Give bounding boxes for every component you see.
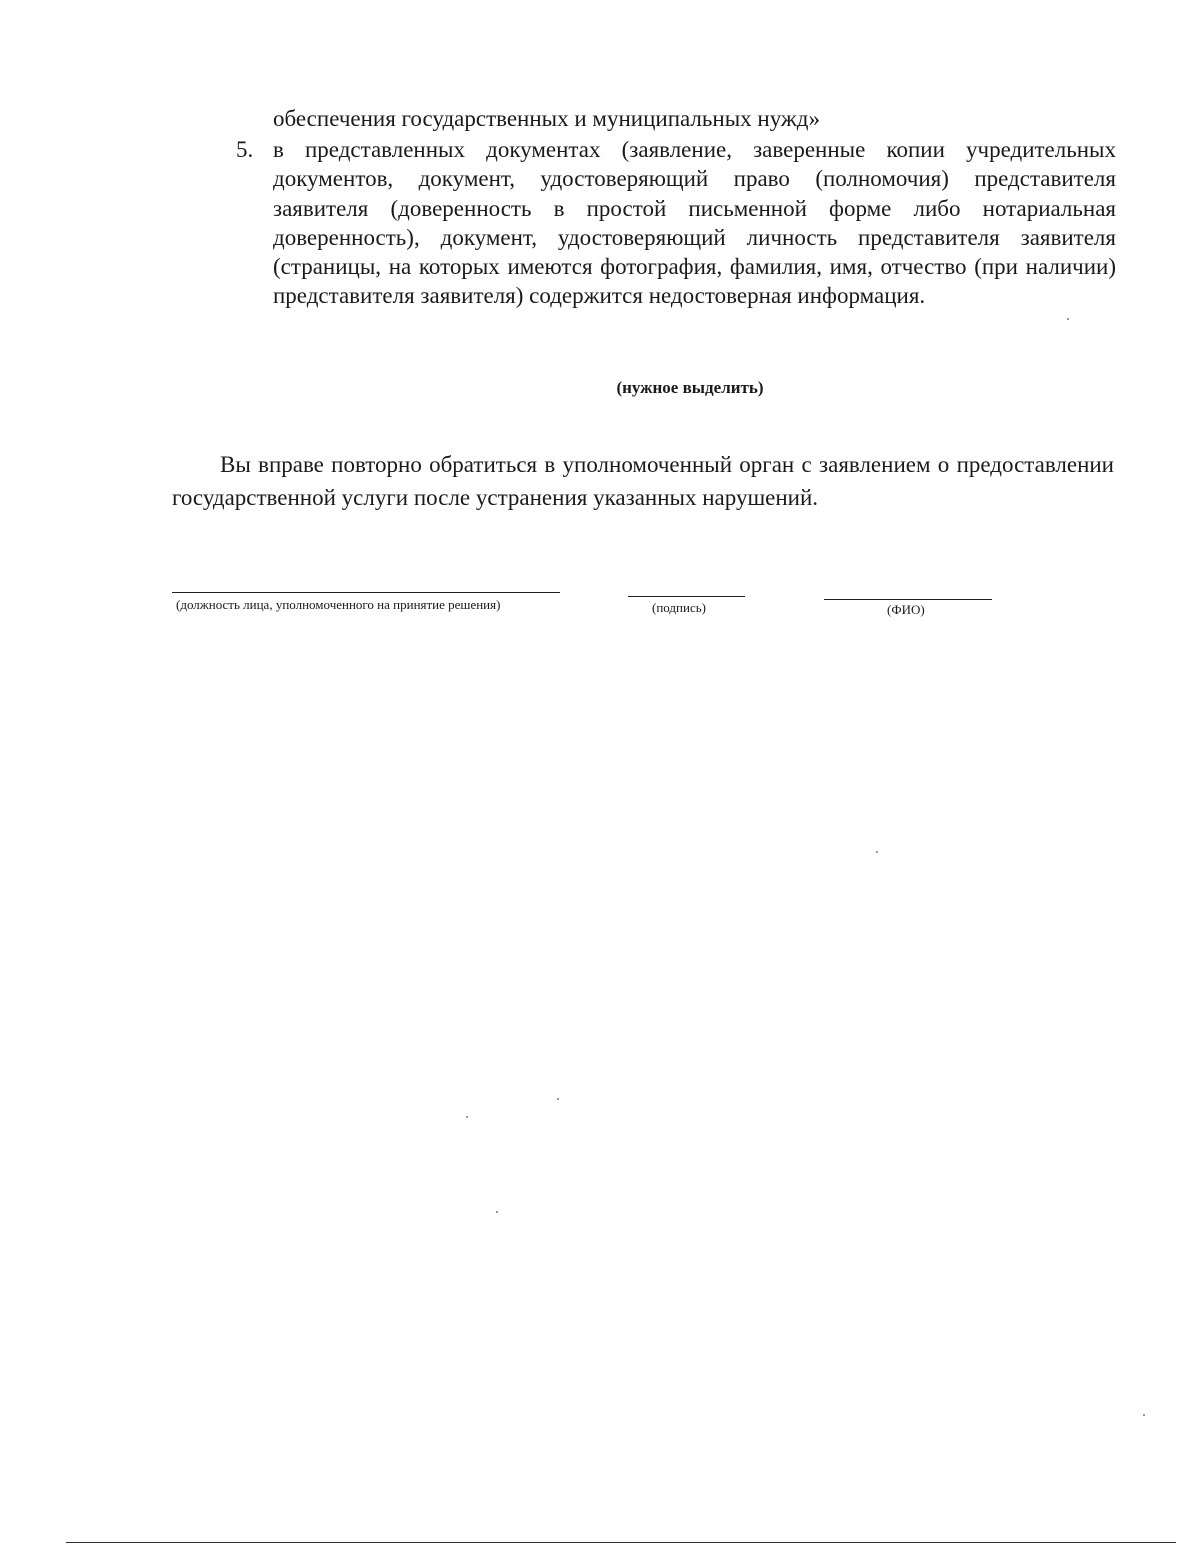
scan-speck xyxy=(496,1211,498,1213)
signature-line xyxy=(628,596,745,597)
name-signature-line xyxy=(824,599,992,600)
list-item-text: в представленных документах (заявление, заверенные копии учредительных документов, документ, удостоверяющий право (полномочия) представителя заявителя (доверенность в простой письменной форме либо нотариальная доверенность), документ, удостоверяющий личность представителя заявителя (страницы, на которых имеются фотография, фамилия, имя, отчество (при наличии) представителя заявителя) содержится недостоверная информация. xyxy=(273,137,1116,309)
reapply-paragraph xyxy=(172,448,1114,514)
list-item-number: 5. xyxy=(236,137,254,162)
continuation-line: обеспечения государственных и муниципальных нужд» xyxy=(273,106,821,131)
select-required-note: (нужное выделить) xyxy=(616,378,764,397)
scan-edge-line xyxy=(66,1542,1176,1543)
scan-speck xyxy=(876,851,878,853)
reapply-paragraph-text: Вы вправе повторно обратиться в уполномоченный орган с заявлением о предоставлении государственной услуги после устранения указанных нарушений. xyxy=(172,452,1114,510)
name-caption: (ФИО) xyxy=(887,602,925,617)
scan-speck xyxy=(1143,1414,1145,1416)
position-signature-line xyxy=(172,592,560,593)
signature-caption: (подпись) xyxy=(652,600,706,615)
position-caption: (должность лица, уполномоченного на принятие решения) xyxy=(176,597,501,612)
scan-speck xyxy=(1067,318,1069,320)
scan-speck xyxy=(557,1098,559,1100)
scan-speck xyxy=(466,1116,468,1118)
